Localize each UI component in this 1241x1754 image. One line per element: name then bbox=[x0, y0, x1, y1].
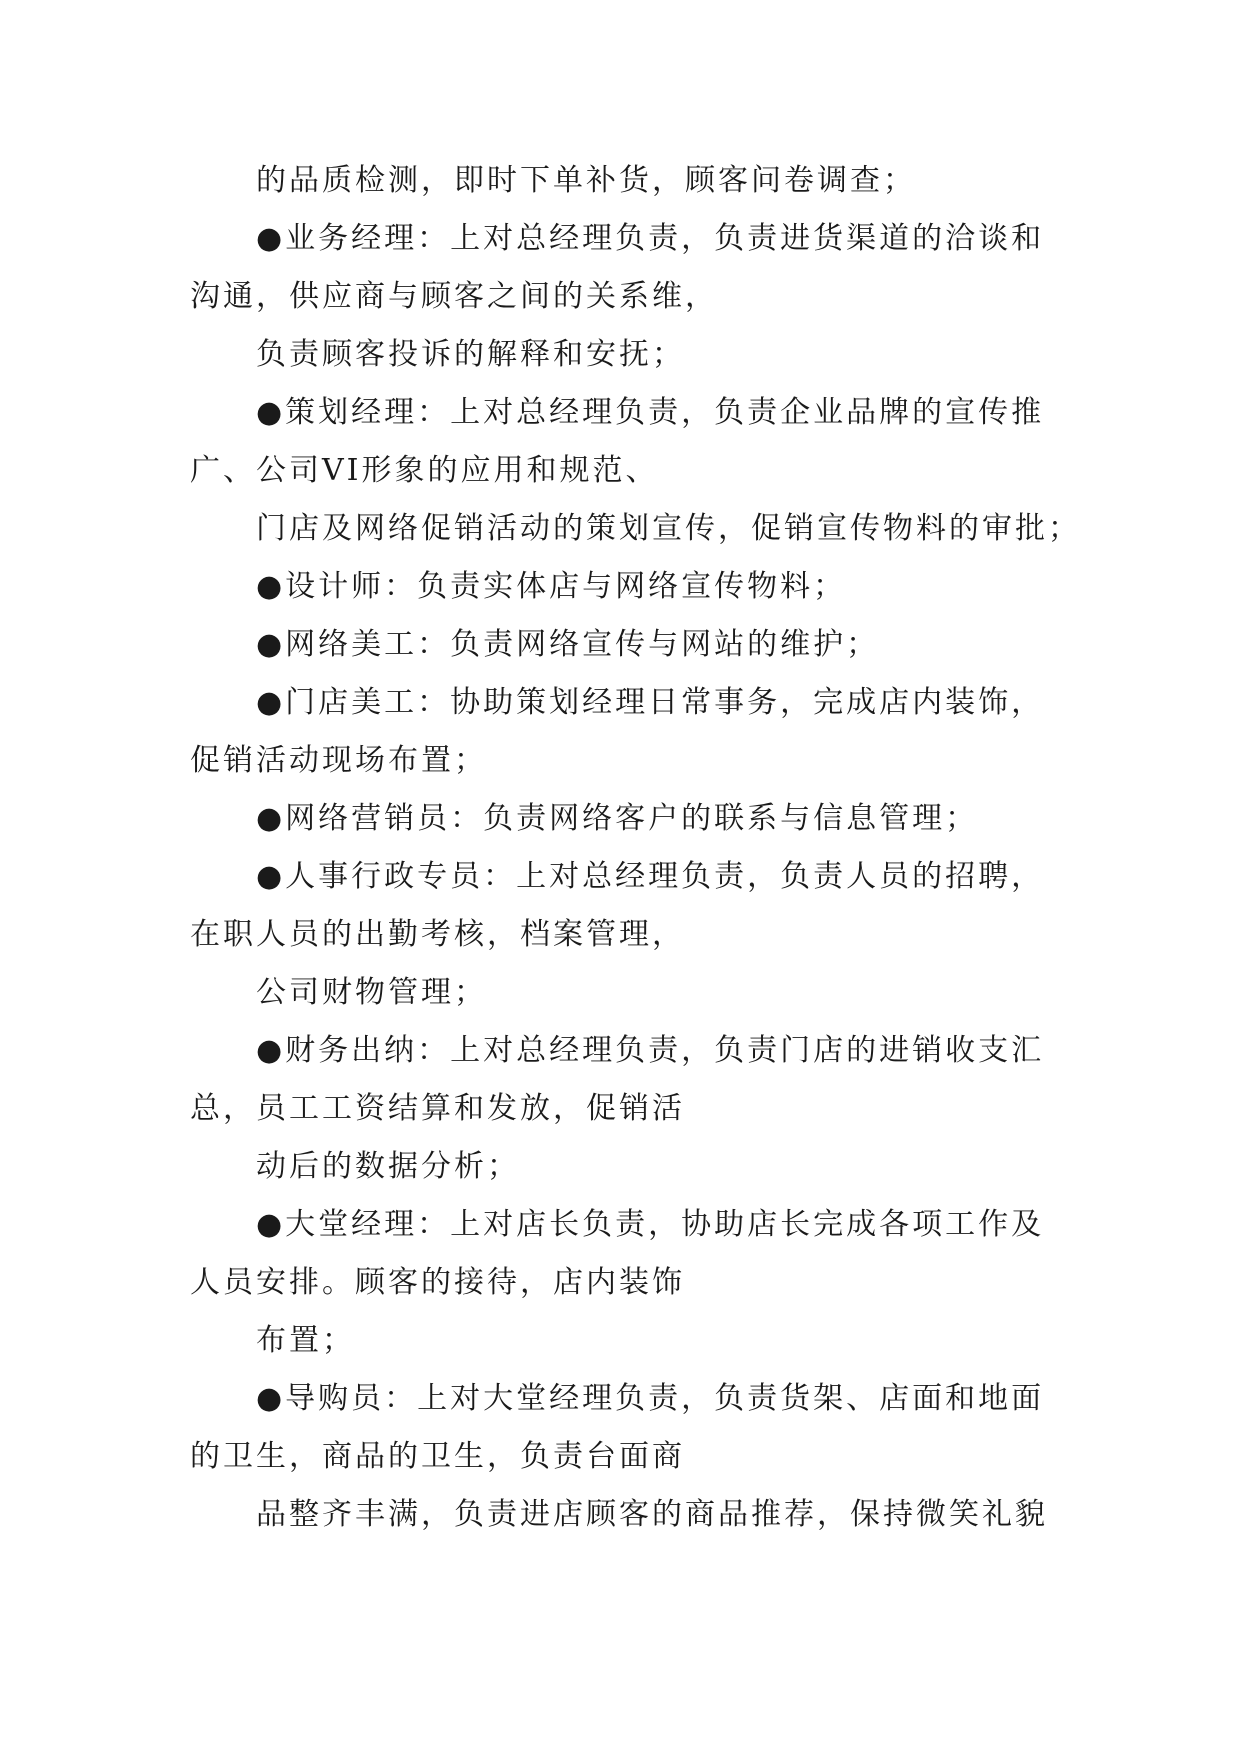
text-line: ●网络营销员：负责网络客户的联系与信息管理； bbox=[256, 801, 979, 836]
text-line: 的品质检测，即时下单补货，顾客问卷调查； bbox=[256, 163, 916, 198]
text-line: 沟通，供应商与顾客之间的关系维， bbox=[190, 279, 718, 314]
text-line: ●导购员：上对大堂经理负责，负责货架、店面和地面 bbox=[256, 1381, 1045, 1416]
text-line: 负责顾客投诉的解释和安抚； bbox=[256, 337, 685, 372]
text-line: 在职人员的出勤考核，档案管理， bbox=[190, 917, 685, 952]
text-line: 动后的数据分析； bbox=[256, 1149, 520, 1184]
text-line: 品整齐丰满，负责进店顾客的商品推荐，保持微笑礼貌 bbox=[256, 1497, 1048, 1532]
text-line: ●财务出纳：上对总经理负责，负责门店的进销收支汇 bbox=[256, 1033, 1045, 1068]
text-line: ●人事行政专员：上对总经理负责，负责人员的招聘， bbox=[256, 859, 1045, 894]
text-line: ●大堂经理：上对店长负责，协助店长完成各项工作及 bbox=[256, 1207, 1045, 1242]
text-line: ●业务经理：上对总经理负责，负责进货渠道的洽谈和 bbox=[256, 221, 1045, 256]
text-line: ●门店美工：协助策划经理日常事务，完成店内装饰， bbox=[256, 685, 1045, 720]
text-line: 门店及网络促销活动的策划宣传，促销宣传物料的审批； bbox=[256, 511, 1081, 546]
text-line: 总，员工工资结算和发放，促销活 bbox=[190, 1091, 685, 1126]
text-line: 公司财物管理； bbox=[256, 975, 487, 1010]
text-line: 广、公司VI形象的应用和规范、 bbox=[190, 453, 659, 488]
text-line: ●策划经理：上对总经理负责，负责企业品牌的宣传推 bbox=[256, 395, 1045, 430]
text-line: 促销活动现场布置； bbox=[190, 743, 487, 778]
text-line: 布置； bbox=[256, 1323, 355, 1358]
text-line: ●网络美工：负责网络宣传与网站的维护； bbox=[256, 627, 880, 662]
text-line: 人员安排。顾客的接待，店内装饰 bbox=[190, 1265, 685, 1300]
text-line: ●设计师：负责实体店与网络宣传物料； bbox=[256, 569, 847, 604]
text-line: 的卫生，商品的卫生，负责台面商 bbox=[190, 1439, 685, 1474]
document-body bbox=[190, 152, 1081, 1544]
